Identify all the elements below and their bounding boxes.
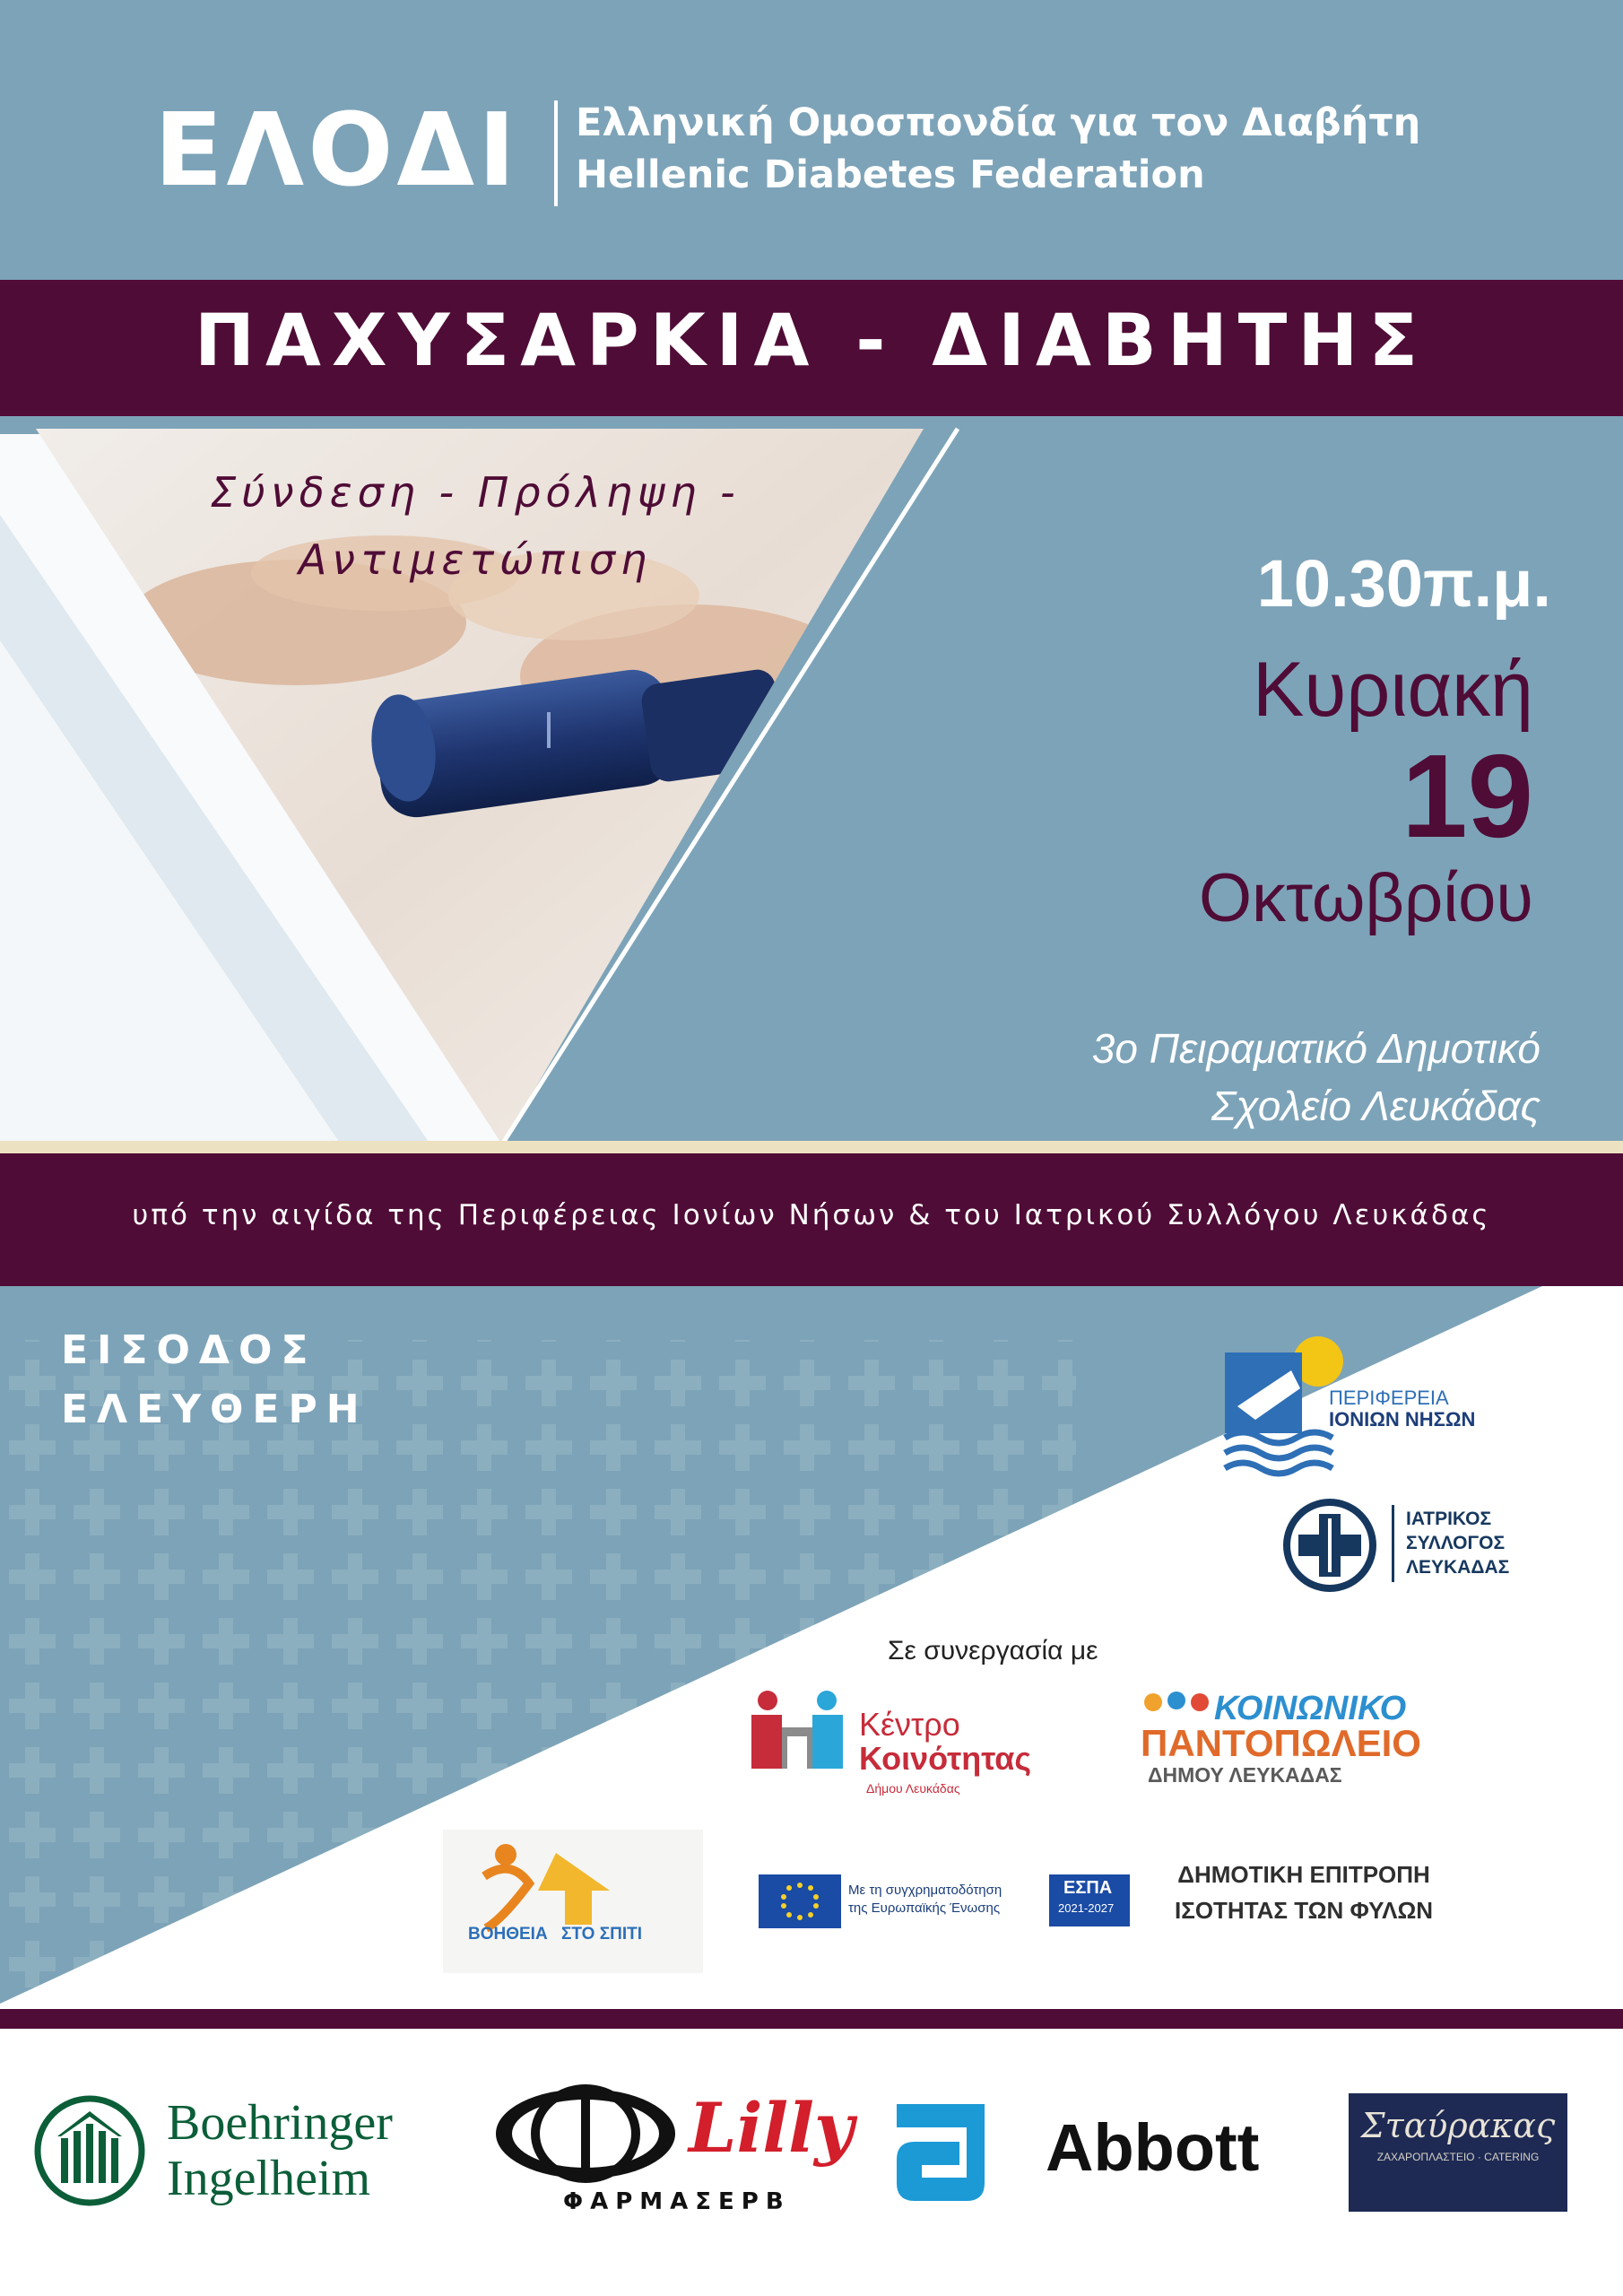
help-at-home-text-1: ΒΟΗΘΕΙΑ [468,1925,548,1944]
community-center-sub: Δήμου Λευκάδας [866,1781,960,1796]
auspices-text: υπό την αιγίδα της Περιφέρειας Ιονίων Νήσων & του Ιατρικού Συλλόγου Λευκάδας [132,1199,1491,1231]
equality-committee: ΔΗΜΟΤΙΚΗ ΕΠΙΤΡΟΠΗ ΙΣΟΤΗΤΑΣ ΤΩΝ ΦΥΛΩΝ [1175,1861,1434,1924]
stavrakas-sub: ΖΑΧΑΡΟΠΛΑΣΤΕΙΟ · CATERING [1376,2151,1540,2163]
page-title: ΠΑΧΥΣΑΡΚΙΑ - ΔΙΑΒΗΤΗΣ [195,299,1428,382]
medical-association-logo [1280,1496,1379,1595]
social-grocery-people-icon [1141,1690,1212,1726]
entry-line-1: ΕΙΣΟΔΟΣ [61,1327,317,1373]
collaboration-label: Σε συνεργασία με [888,1636,1098,1665]
farmaserv-name: ΦΑΡΜΑΣΕΡΒ [563,2188,791,2215]
stavrakas-name: Σταύρακας [1360,2106,1556,2145]
farmaserv-logo-icon [491,2084,680,2183]
region-label-bottom: ΙΟΝΙΩΝ ΝΗΣΩΝ [1329,1408,1476,1431]
help-at-home-icon [466,1835,646,1934]
lilly-name: Lilly [689,2088,855,2168]
social-grocery-line-2: ΠΑΝΤΟΠΩΛΕΙΟ [1141,1722,1421,1764]
org-name-greek: Ελληνική Ομοσπονδία για τον Διαβήτη [576,100,1421,145]
event-time: 10.30π.μ. [1256,546,1551,621]
abbott-name: Abbott [1046,2110,1260,2185]
help-at-home-text-2: ΣΤΟ ΣΠΙΤΙ [561,1925,643,1944]
region-label-top: ΠΕΡΙΦΕΡΕΙΑ [1329,1387,1449,1409]
org-name-english: Hellenic Diabetes Federation [576,152,1205,197]
entry-line-2: ΕΛΕΥΘΕΡΗ [61,1387,369,1432]
event-day: Κυριακή [1253,647,1533,733]
logo-elodi: ΕΛΟΔΙ [154,92,519,209]
community-center-name: Κέντρο Κοινότητας [859,1706,1032,1777]
eu-cofunding-text: Με τη συγχρηματοδότηση της Ευρωπαϊκής Ένωσης [848,1883,1002,1916]
venue-line-2: Σχολείο Λευκάδας [1211,1083,1541,1129]
venue-line-1: 3ο Πειραματικό Δημοτικό [1091,1025,1541,1072]
abbott-logo-icon [897,2104,985,2201]
eu-flag-icon [759,1874,841,1928]
community-center-logo [748,1690,846,1774]
espa-title: ΕΣΠΑ [1063,1878,1113,1898]
region-ionian-logo [1219,1335,1345,1487]
social-grocery-line-1: ΚΟΙΝΩΝΙΚΟ [1214,1690,1407,1727]
event-month: Οκτωβρίου [1198,860,1533,936]
logo-divider [554,100,558,206]
espa-years: 2021-2027 [1058,1901,1115,1915]
sponsors-stripe [0,2009,1623,2029]
boehringer-logo-icon [32,2093,147,2208]
boehringer-name: Boehringer Ingelheim [167,2095,393,2206]
medical-association-name: ΙΑΤΡΙΚΟΣ ΣΥΛΛΟΓΟΣ ΛΕΥΚΑΔΑΣ [1406,1509,1510,1578]
subtitle [135,459,816,594]
event-date-number: 19 [1402,730,1533,862]
subtitle-line-2: Αντιμετώπιση [298,535,653,584]
social-grocery-line-3: ΔΗΜΟΥ ΛΕΥΚΑΔΑΣ [1148,1763,1342,1787]
subtitle-line-1: Σύνδεση - Πρόληψη - [210,468,741,517]
cream-divider [0,1141,1623,1153]
